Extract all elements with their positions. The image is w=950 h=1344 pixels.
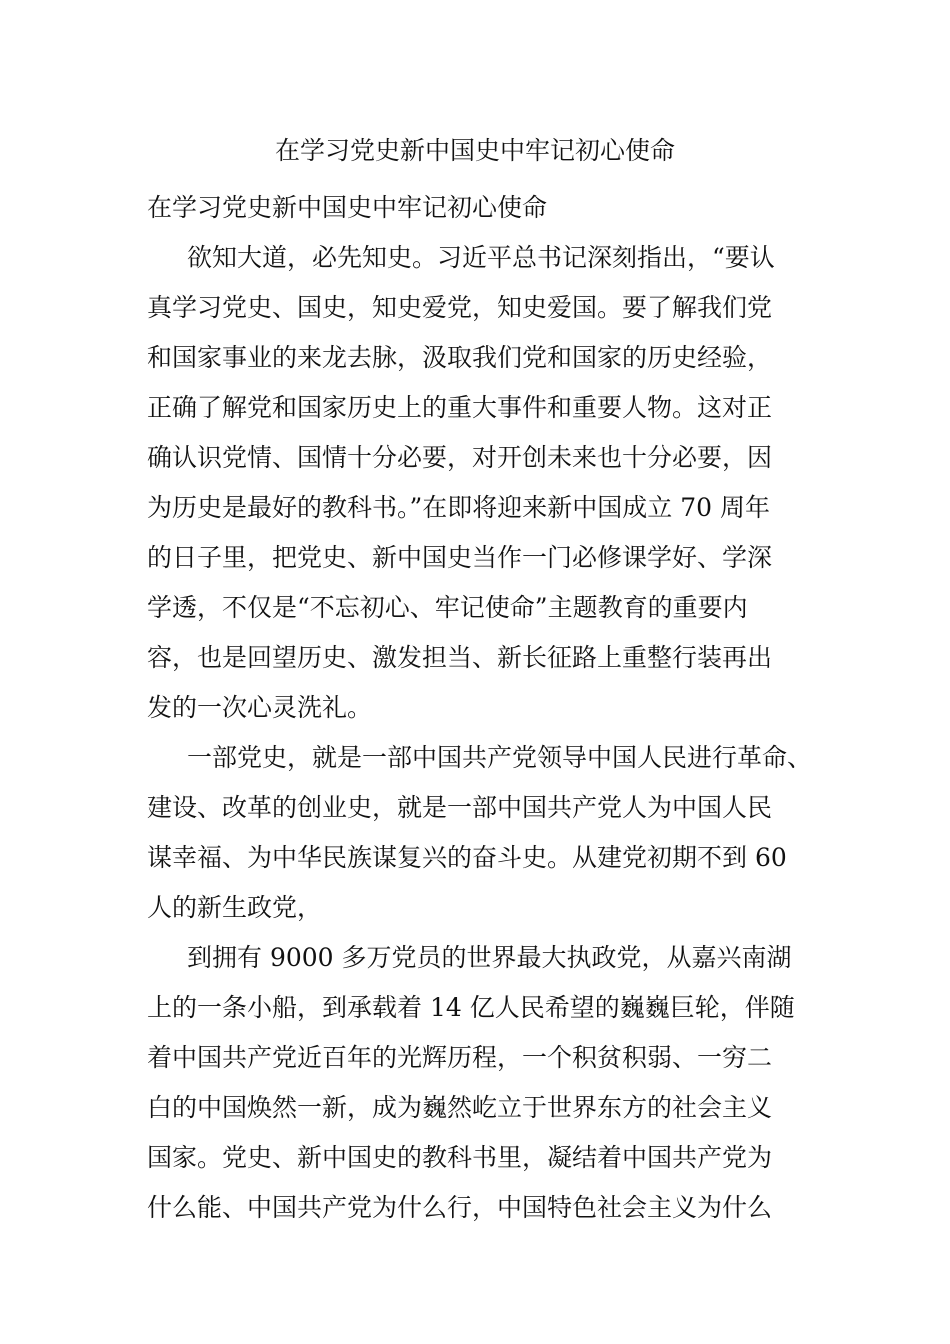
text-line: 确认识党情、国情十分必要，对开创未来也十分必要，因 bbox=[147, 443, 773, 472]
text-line: 到拥有 9000 多万党员的世界最大执政党，从嘉兴南湖 bbox=[187, 943, 792, 972]
text-line: 欲知大道，必先知史。习近平总书记深刻指出，“要认 bbox=[187, 243, 775, 272]
text-line: 在学习党史新中国史中牢记初心使命 bbox=[147, 193, 548, 222]
document-body bbox=[147, 183, 842, 1233]
text-line: 白的中国焕然一新，成为巍然屹立于世界东方的社会主义 bbox=[147, 1093, 773, 1122]
text-line: 正确了解党和国家历史上的重大事件和重要人物。这对正 bbox=[147, 393, 773, 422]
text-line: 真学习党史、国史，知史爱党，知史爱国。要了解我们党 bbox=[147, 293, 773, 322]
text-line: 着中国共产党近百年的光辉历程，一个积贫积弱、一穷二 bbox=[147, 1043, 773, 1072]
text-line: 人的新生政党， bbox=[147, 893, 323, 922]
text-line: 一部党史，就是一部中国共产党领导中国人民进行革命、 bbox=[187, 743, 813, 772]
text-line: 容，也是回望历史、激发担当、新长征路上重整行装再出 bbox=[147, 643, 773, 672]
text-line: 为历史是最好的教科书。”在即将迎来新中国成立 70 周年 bbox=[147, 493, 770, 522]
text-line: 和国家事业的来龙去脉，汲取我们党和国家的历史经验， bbox=[147, 343, 773, 372]
text-line: 上的一条小船，到承载着 14 亿人民希望的巍巍巨轮，伴随 bbox=[147, 993, 795, 1022]
document-title: 在学习党史新中国史中牢记初心使命 bbox=[274, 136, 675, 165]
text-line: 学透，不仅是“不忘初心、牢记使命”主题教育的重要内 bbox=[147, 593, 748, 622]
text-line: 国家。党史、新中国史的教科书里，凝结着中国共产党为 bbox=[147, 1143, 773, 1172]
text-line: 建设、改革的创业史，就是一部中国共产党人为中国人民 bbox=[147, 793, 773, 822]
text-line: 谋幸福、为中华民族谋复兴的奋斗史。从建党初期不到 60 bbox=[147, 843, 787, 872]
text-line: 什么能、中国共产党为什么行，中国特色社会主义为什么 bbox=[147, 1193, 773, 1222]
text-line: 的日子里，把党史、新中国史当作一门必修课学好、学深 bbox=[147, 543, 773, 572]
text-line: 发的一次心灵洗礼。 bbox=[147, 693, 373, 722]
